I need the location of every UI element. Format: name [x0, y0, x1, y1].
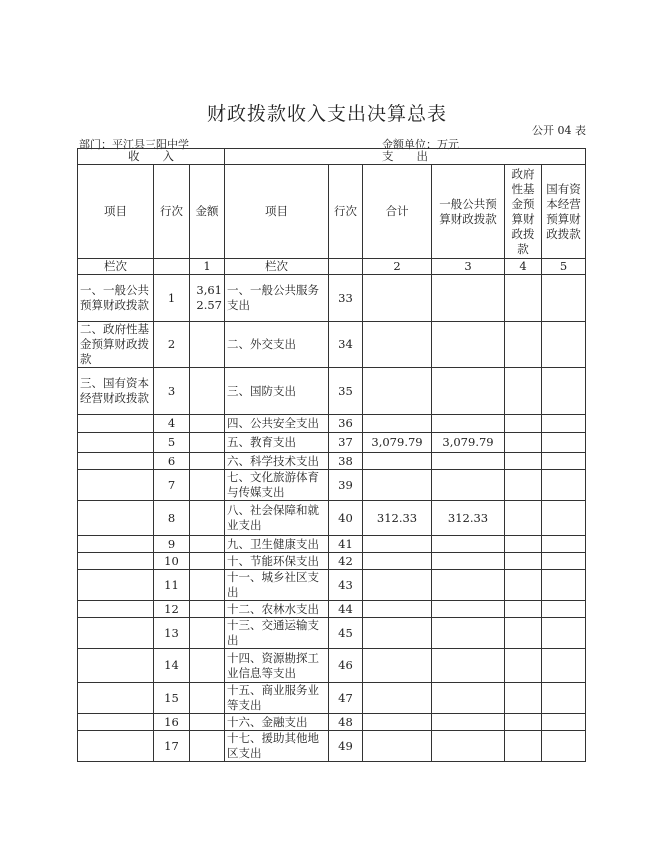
- expense-line-cell: [329, 259, 363, 275]
- data-row: [78, 368, 586, 415]
- data-row: [78, 275, 586, 322]
- income-line-cell: 8: [154, 501, 190, 536]
- gov-fund-cell: [505, 731, 542, 762]
- income-item-cell: 二、政府性基金预算财政拨款: [78, 322, 154, 368]
- expense-item-cell: 九、卫生健康支出: [225, 536, 329, 553]
- expense-item-cell: 五、教育支出: [225, 433, 329, 453]
- total-cell: [363, 322, 432, 368]
- data-row: [78, 601, 586, 618]
- income-amount-cell: [190, 553, 225, 570]
- gov-fund-cell: [505, 368, 542, 415]
- expense-item-cell: 栏次: [225, 259, 329, 275]
- income-item-cell: [78, 501, 154, 536]
- income-item-cell: [78, 570, 154, 601]
- income-amount-cell: [190, 601, 225, 618]
- general-budget-cell: [432, 714, 505, 731]
- gov-fund-cell: [505, 433, 542, 453]
- total-cell: [363, 683, 432, 714]
- income-line-cell: 7: [154, 470, 190, 501]
- data-row: [78, 470, 586, 501]
- gov-fund-cell: [505, 501, 542, 536]
- total-cell: [363, 618, 432, 649]
- income-line-cell: 13: [154, 618, 190, 649]
- income-line-cell: 14: [154, 649, 190, 683]
- state-capital-cell: [542, 415, 586, 433]
- state-capital-cell: [542, 601, 586, 618]
- gov-fund-cell: [505, 536, 542, 553]
- general-budget-cell: [432, 649, 505, 683]
- total-cell: [363, 601, 432, 618]
- state-capital-cell: [542, 536, 586, 553]
- income-amount-cell: [190, 322, 225, 368]
- income-amount-cell: [190, 731, 225, 762]
- gov-fund-cell: [505, 470, 542, 501]
- expense-item-cell: 三、国防支出: [225, 368, 329, 415]
- general-budget-cell: [432, 368, 505, 415]
- expense-line-cell: 37: [329, 433, 363, 453]
- gov-fund-cell: [505, 415, 542, 433]
- state-capital-cell: [542, 453, 586, 470]
- total-cell: 312.33: [363, 501, 432, 536]
- income-amount-cell: [190, 433, 225, 453]
- data-row: [78, 570, 586, 601]
- income-line-cell: 3: [154, 368, 190, 415]
- income-line-cell: 4: [154, 415, 190, 433]
- income-amount-cell: [190, 683, 225, 714]
- income-item-cell: [78, 415, 154, 433]
- expense-item-cell: 十六、金融支出: [225, 714, 329, 731]
- total-cell: 3,079.79: [363, 433, 432, 453]
- total-cell: [363, 368, 432, 415]
- income-line-cell: [154, 259, 190, 275]
- total-cell: [363, 415, 432, 433]
- income-amount-cell: [190, 618, 225, 649]
- expense-line-cell: 48: [329, 714, 363, 731]
- income-amount-cell: [190, 470, 225, 501]
- income-line-cell: 2: [154, 322, 190, 368]
- general-budget-cell: 一般公共预算财政拨款: [432, 165, 505, 259]
- income-item-cell: [78, 683, 154, 714]
- income-item-cell: [78, 714, 154, 731]
- total-cell: [363, 731, 432, 762]
- expense-item-cell: 二、外交支出: [225, 322, 329, 368]
- income-item-cell: [78, 470, 154, 501]
- income-amount-cell: [190, 714, 225, 731]
- expense-line-cell: 43: [329, 570, 363, 601]
- expense-item-cell: 十七、援助其他地区支出: [225, 731, 329, 762]
- income-amount-cell: 1: [190, 259, 225, 275]
- expense-item-cell: 十、节能环保支出: [225, 553, 329, 570]
- general-budget-cell: [432, 322, 505, 368]
- expense-item-cell: 项目: [225, 165, 329, 259]
- income-item-cell: 项目: [78, 165, 154, 259]
- income-item-cell: [78, 453, 154, 470]
- data-row: [78, 536, 586, 553]
- total-cell: [363, 714, 432, 731]
- data-row: [78, 714, 586, 731]
- income-amount-cell: [190, 536, 225, 553]
- total-cell: [363, 570, 432, 601]
- summary-table: [77, 148, 586, 762]
- income-item-cell: [78, 536, 154, 553]
- expense-header: 支 出: [225, 149, 586, 165]
- income-line-cell: 9: [154, 536, 190, 553]
- general-budget-cell: [432, 415, 505, 433]
- gov-fund-cell: [505, 453, 542, 470]
- department-label: 部门：平江县三阳中学: [79, 138, 189, 151]
- data-row: [78, 649, 586, 683]
- expense-line-cell: 42: [329, 553, 363, 570]
- general-budget-cell: 3,079.79: [432, 433, 505, 453]
- gov-fund-cell: [505, 322, 542, 368]
- expense-line-cell: 45: [329, 618, 363, 649]
- state-capital-cell: [542, 731, 586, 762]
- gov-fund-cell: [505, 601, 542, 618]
- income-amount-cell: [190, 501, 225, 536]
- expense-line-cell: 39: [329, 470, 363, 501]
- income-line-cell: 1: [154, 275, 190, 322]
- expense-item-cell: 十二、农林水支出: [225, 601, 329, 618]
- income-line-cell: 5: [154, 433, 190, 453]
- general-budget-cell: [432, 470, 505, 501]
- total-cell: 2: [363, 259, 432, 275]
- expense-line-cell: 40: [329, 501, 363, 536]
- expense-line-cell: 33: [329, 275, 363, 322]
- gov-fund-cell: [505, 649, 542, 683]
- expense-item-cell: 十五、商业服务业等支出: [225, 683, 329, 714]
- gov-fund-cell: [505, 275, 542, 322]
- data-row: [78, 433, 586, 453]
- expense-line-cell: 38: [329, 453, 363, 470]
- state-capital-cell: 5: [542, 259, 586, 275]
- state-capital-cell: [542, 433, 586, 453]
- general-budget-cell: 3: [432, 259, 505, 275]
- general-budget-cell: [432, 618, 505, 649]
- income-amount-cell: [190, 368, 225, 415]
- general-budget-cell: [432, 683, 505, 714]
- income-line-cell: 行次: [154, 165, 190, 259]
- general-budget-cell: [432, 553, 505, 570]
- expense-item-cell: 十四、资源勘探工业信息等支出: [225, 649, 329, 683]
- state-capital-cell: 国有资本经营预算财政拨款: [542, 165, 586, 259]
- income-line-cell: 16: [154, 714, 190, 731]
- general-budget-cell: [432, 570, 505, 601]
- income-line-cell: 15: [154, 683, 190, 714]
- expense-line-cell: 44: [329, 601, 363, 618]
- state-capital-cell: [542, 470, 586, 501]
- column-header-row: [78, 165, 586, 259]
- gov-fund-cell: 4: [505, 259, 542, 275]
- state-capital-cell: [542, 714, 586, 731]
- income-item-cell: [78, 649, 154, 683]
- general-budget-cell: 312.33: [432, 501, 505, 536]
- data-row: [78, 553, 586, 570]
- page-title: 财政拨款收入支出决算总表: [206, 103, 447, 125]
- data-row: [78, 322, 586, 368]
- general-budget-cell: [432, 601, 505, 618]
- total-cell: [363, 536, 432, 553]
- state-capital-cell: [542, 501, 586, 536]
- income-item-cell: [78, 618, 154, 649]
- general-budget-cell: [432, 536, 505, 553]
- income-item-cell: [78, 731, 154, 762]
- gov-fund-cell: [505, 683, 542, 714]
- expense-item-cell: 十三、交通运输支出: [225, 618, 329, 649]
- income-amount-cell: [190, 453, 225, 470]
- expense-item-cell: 十一、城乡社区支出: [225, 570, 329, 601]
- state-capital-cell: [542, 275, 586, 322]
- income-line-cell: 10: [154, 553, 190, 570]
- total-cell: [363, 453, 432, 470]
- state-capital-cell: [542, 570, 586, 601]
- expense-line-cell: 46: [329, 649, 363, 683]
- data-row: [78, 618, 586, 649]
- form-code: 公开 04 表: [532, 124, 586, 137]
- lanci-row: [78, 259, 586, 275]
- expense-line-cell: 35: [329, 368, 363, 415]
- expense-line-cell: 49: [329, 731, 363, 762]
- data-row: [78, 683, 586, 714]
- gov-fund-cell: [505, 618, 542, 649]
- total-cell: 合计: [363, 165, 432, 259]
- income-amount-cell: [190, 649, 225, 683]
- income-item-cell: 三、国有资本经营财政拨款: [78, 368, 154, 415]
- income-header: 收 入: [78, 149, 225, 165]
- expense-item-cell: 七、文化旅游体育与传媒支出: [225, 470, 329, 501]
- expense-item-cell: 一、一般公共服务支出: [225, 275, 329, 322]
- total-cell: [363, 649, 432, 683]
- state-capital-cell: [542, 368, 586, 415]
- data-row: [78, 453, 586, 470]
- income-item-cell: 一、一般公共预算财政拨款: [78, 275, 154, 322]
- expense-line-cell: 36: [329, 415, 363, 433]
- income-amount-cell: [190, 570, 225, 601]
- expense-item-cell: 四、公共安全支出: [225, 415, 329, 433]
- expense-item-cell: 六、科学技术支出: [225, 453, 329, 470]
- income-line-cell: 11: [154, 570, 190, 601]
- gov-fund-cell: [505, 714, 542, 731]
- gov-fund-cell: 政府性基金预算财政拨款: [505, 165, 542, 259]
- income-amount-cell: 3,612.57: [190, 275, 225, 322]
- state-capital-cell: [542, 618, 586, 649]
- total-cell: [363, 553, 432, 570]
- income-item-cell: [78, 601, 154, 618]
- income-item-cell: [78, 433, 154, 453]
- gov-fund-cell: [505, 553, 542, 570]
- state-capital-cell: [542, 322, 586, 368]
- unit-label: 金额单位：万元: [382, 138, 459, 151]
- income-line-cell: 12: [154, 601, 190, 618]
- data-row: [78, 501, 586, 536]
- state-capital-cell: [542, 649, 586, 683]
- expense-line-cell: 34: [329, 322, 363, 368]
- total-cell: [363, 470, 432, 501]
- data-row: [78, 731, 586, 762]
- income-item-cell: [78, 553, 154, 570]
- total-cell: [363, 275, 432, 322]
- income-line-cell: 6: [154, 453, 190, 470]
- gov-fund-cell: [505, 570, 542, 601]
- income-line-cell: 17: [154, 731, 190, 762]
- expense-line-cell: 47: [329, 683, 363, 714]
- general-budget-cell: [432, 453, 505, 470]
- data-row: [78, 415, 586, 433]
- income-amount-cell: [190, 415, 225, 433]
- general-budget-cell: [432, 731, 505, 762]
- income-item-cell: 栏次: [78, 259, 154, 275]
- state-capital-cell: [542, 553, 586, 570]
- expense-item-cell: 八、社会保障和就业支出: [225, 501, 329, 536]
- expense-line-cell: 行次: [329, 165, 363, 259]
- expense-line-cell: 41: [329, 536, 363, 553]
- general-budget-cell: [432, 275, 505, 322]
- state-capital-cell: [542, 683, 586, 714]
- income-amount-cell: 金额: [190, 165, 225, 259]
